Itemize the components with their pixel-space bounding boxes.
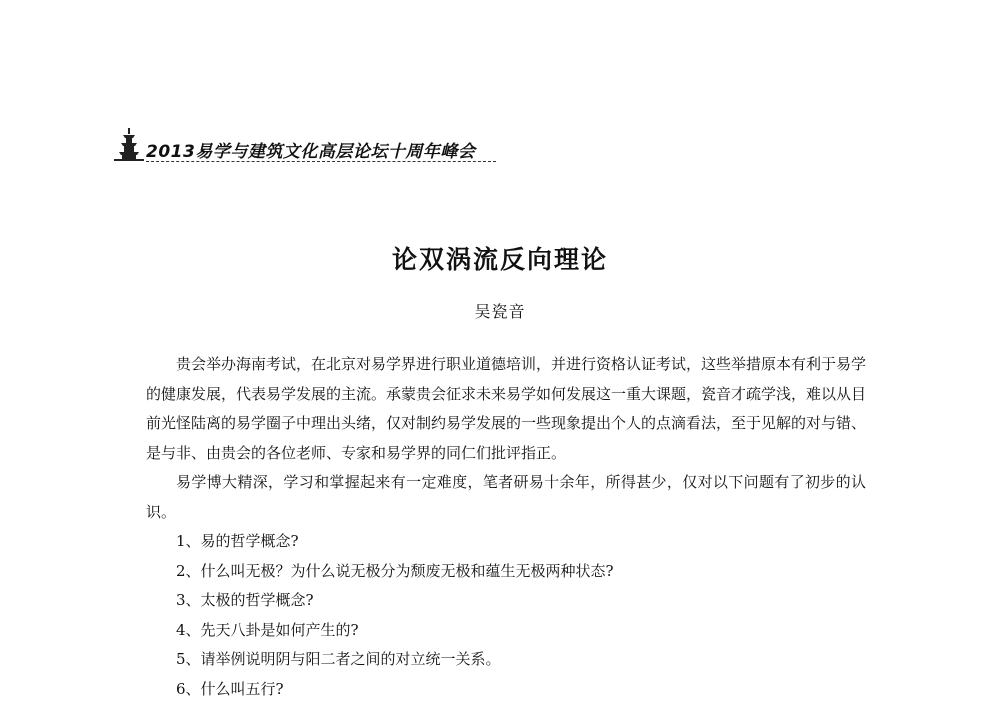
question-item: 5、请举例说明阴与阳二者之间的对立统一关系。	[146, 645, 866, 675]
header-rule	[146, 161, 496, 162]
running-header	[112, 126, 496, 166]
article-title: 论双涡流反向理论	[0, 240, 1000, 276]
question-item: 4、先天八卦是如何产生的?	[146, 616, 866, 646]
article-author: 吴瓷音	[0, 299, 1000, 322]
question-item: 2、什么叫无极？为什么说无极分为颓废无极和蕴生无极两种状态?	[146, 557, 866, 587]
article-body	[146, 350, 866, 704]
pagoda-logo-icon	[112, 126, 146, 162]
header-title: 2013易学与建筑文化高层论坛十周年峰会	[146, 137, 475, 162]
paragraph: 贵会举办海南考试，在北京对易学界进行职业道德培训，并进行资格认证考试，这些举措原本有利于易学的健康发展，代表易学发展的主流。承蒙贵会征求未来易学如何发展这一重大课题，瓷音才疏学浅，难以从目前光怪陆离的易学圈子中理出头绪，仅对制约易学发展的一些现象提出个人的点滴看法，至于见解的对与错、是与非、由贵会的各位老师、专家和易学界的同仁们批评指正。	[146, 350, 866, 468]
paragraph: 易学博大精深，学习和掌握起来有一定难度，笔者研易十余年，所得甚少，仅对以下问题有了初步的认识。	[146, 468, 866, 527]
question-item: 1、易的哲学概念?	[146, 527, 866, 557]
question-item: 3、太极的哲学概念?	[146, 586, 866, 616]
question-item: 6、什么叫五行?	[146, 675, 866, 704]
